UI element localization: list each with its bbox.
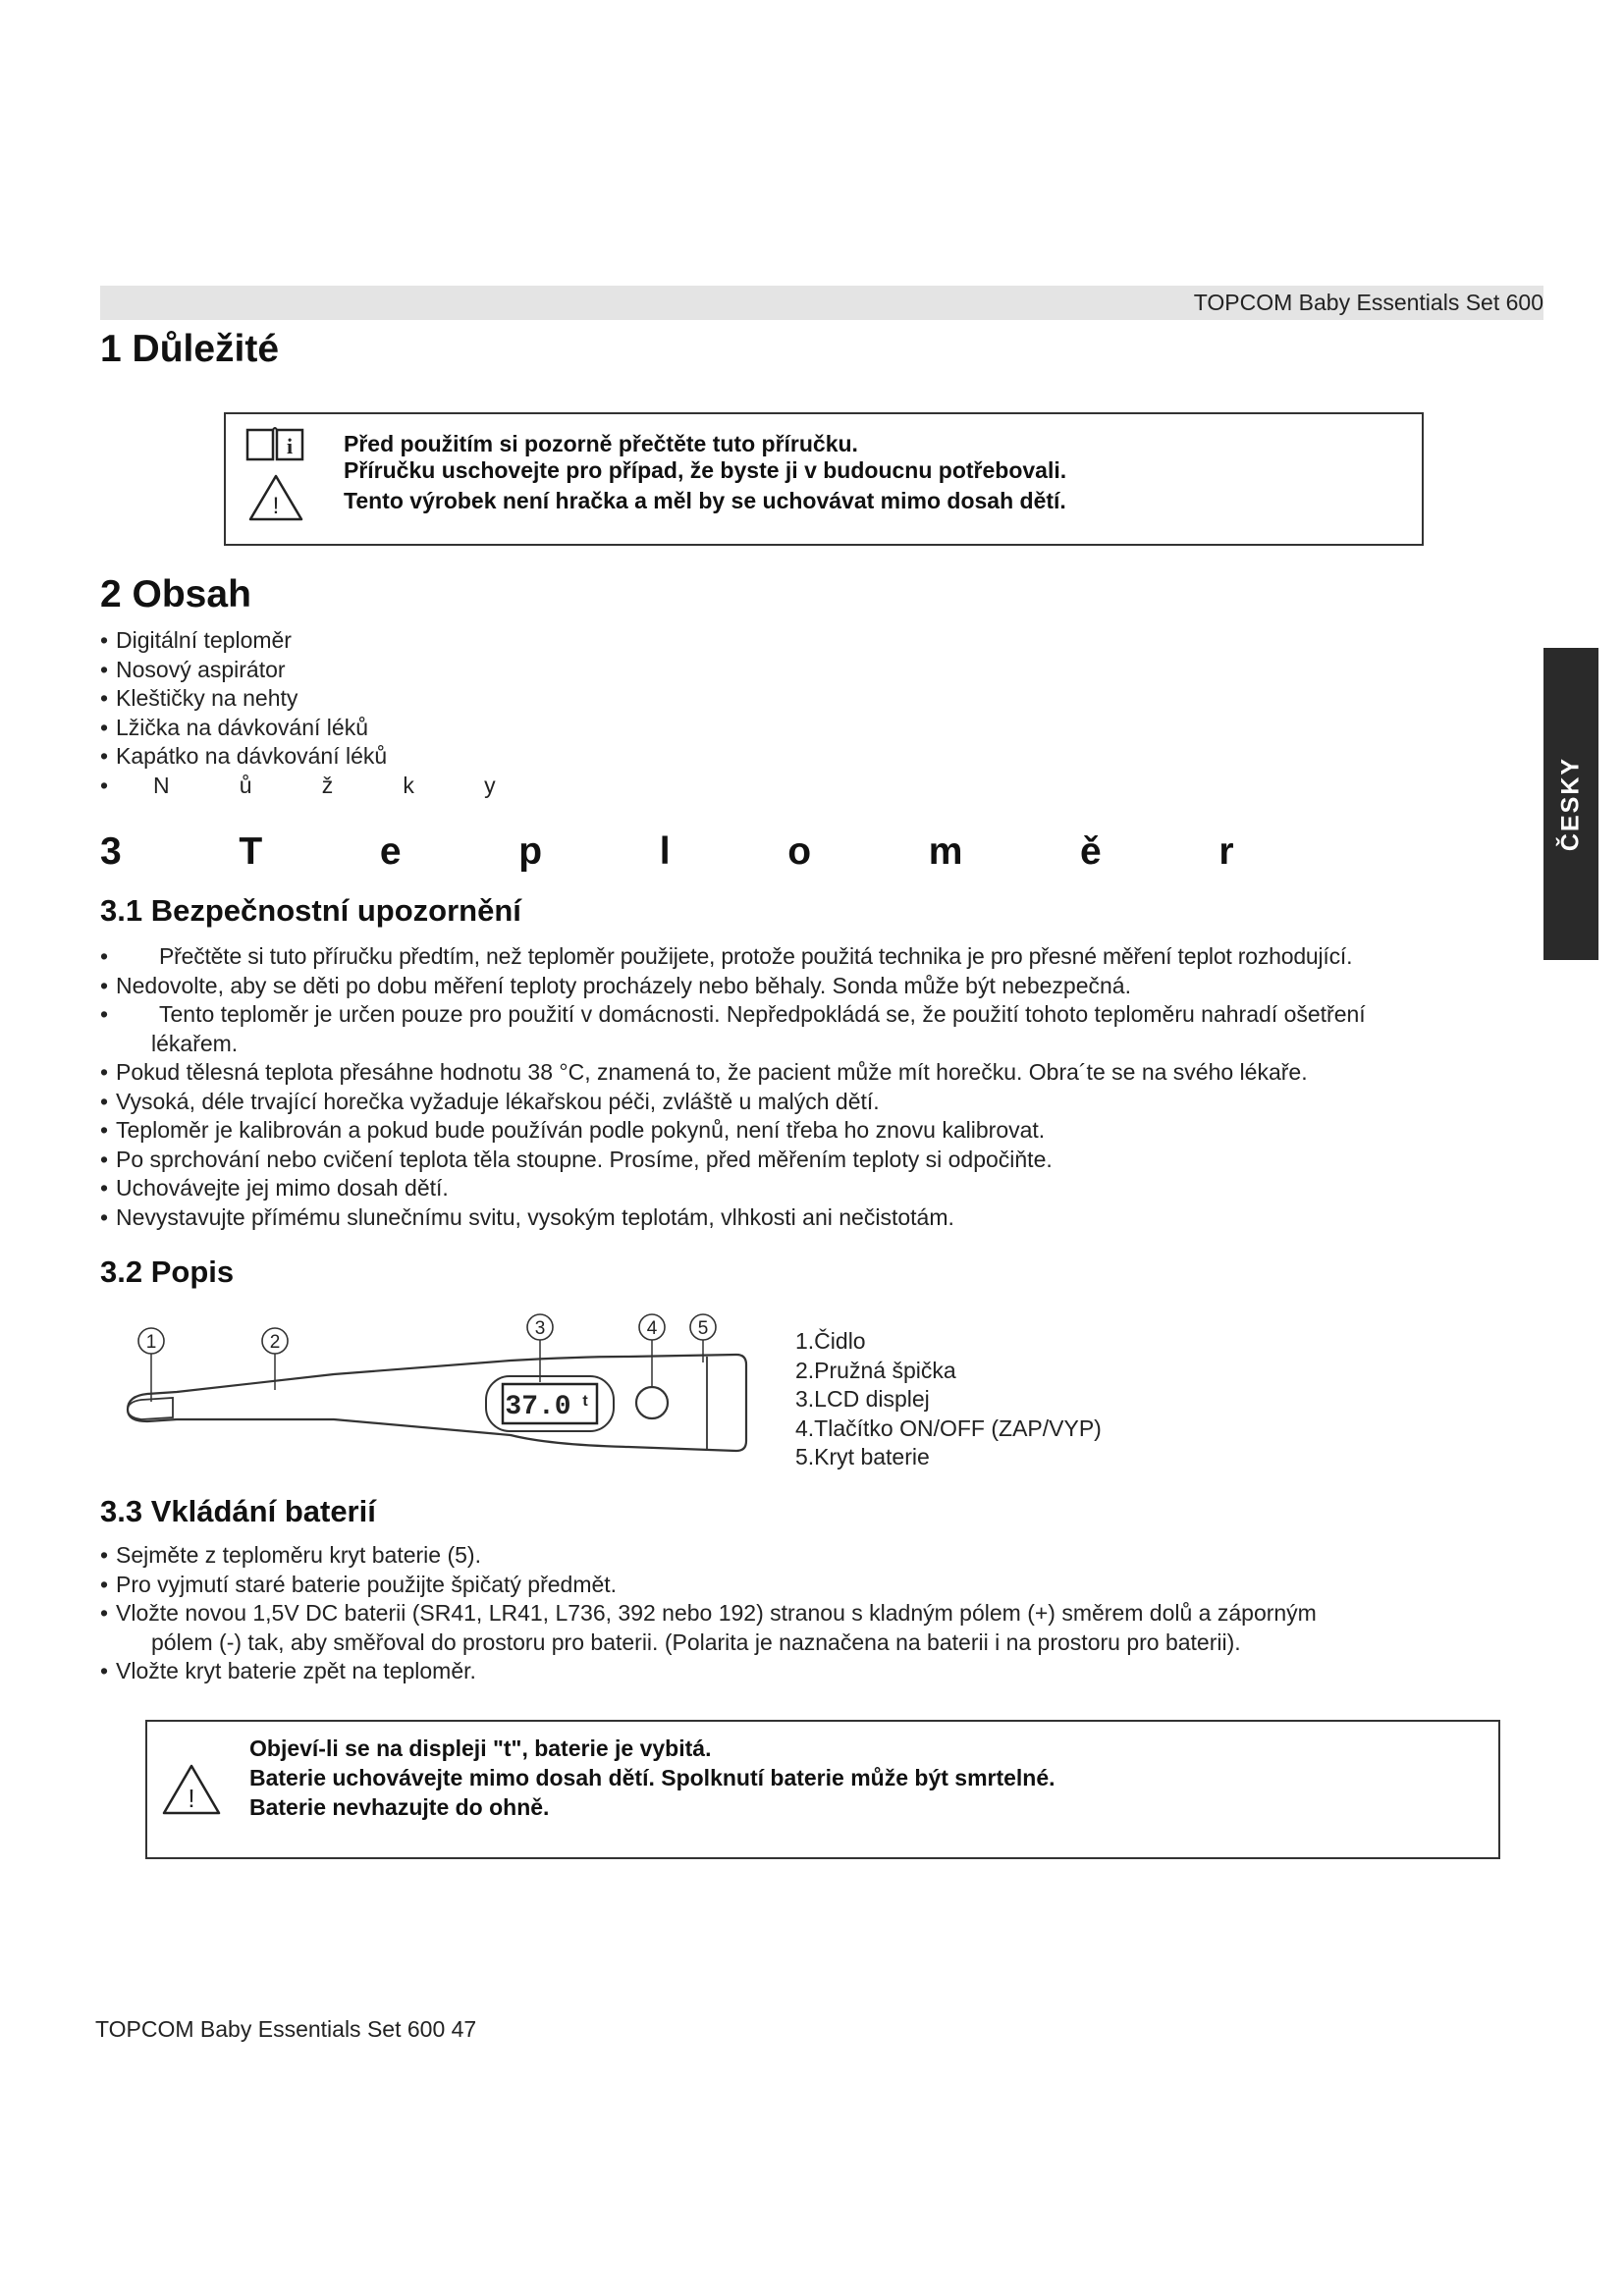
language-tab-label: ČESKY	[1556, 756, 1585, 852]
list-item: • Kleštičky na nehty	[100, 684, 500, 714]
safety-list	[100, 942, 1524, 1232]
list-item-text: N ů ž k y	[153, 772, 500, 798]
warning-line: Objeví-li se na displeji "t", baterie je vybitá.	[249, 1735, 712, 1761]
legend-item: 2.Pružná špička	[795, 1357, 956, 1383]
page-footer: TOPCOM Baby Essentials Set 600 47	[95, 2016, 477, 2042]
list-item: • Pokud tělesná teplota přesáhne hodnotu 38 °C, znamená to, že pacient může mít horečku. Obra´te se na svého lékaře.	[100, 1058, 1524, 1088]
list-item: • Tento teploměr je určen pouze pro použití v domácnosti. Nepředpokládá se, že použití tohoto teploměru nahradí ošetření	[100, 1000, 1524, 1030]
callout-label: 2	[269, 1332, 281, 1353]
svg-text:!: !	[272, 493, 280, 519]
notice-line: Tento výrobek není hračka a měl by se uchovávat mimo dosah dětí.	[344, 488, 1066, 513]
legend-item: 5.Kryt baterie	[795, 1444, 930, 1469]
list-item: • Vložte novou 1,5V DC baterii (SR41, LR41, L736, 392 nebo 192) stranou s kladným pólem (+) směrem dolů a záporným	[100, 1599, 1524, 1629]
language-tab	[1543, 648, 1598, 960]
list-item: • Po sprchování nebo cvičení teplota těla stoupne. Prosíme, před měřením teploty si odpočiňte.	[100, 1146, 1524, 1175]
list-item: • Vysoká, déle trvající horečka vyžaduje lékařskou péči, zvláště u malých dětí.	[100, 1088, 1524, 1117]
callout-2	[262, 1328, 288, 1354]
legend-item: 1.Čidlo	[795, 1328, 866, 1354]
battery-warning-box	[145, 1720, 1500, 1859]
header-title: TOPCOM Baby Essentials Set 600	[1193, 290, 1543, 315]
lcd-display-value: 37.0	[505, 1392, 571, 1422]
svg-text:!: !	[188, 1784, 195, 1813]
list-item: • Lžička na dávkování léků	[100, 714, 500, 743]
thermometer-diagram	[118, 1311, 766, 1459]
callout-5	[690, 1314, 716, 1340]
notice-line: Příručku uschovejte pro případ, že byste ji v budoucnu potřebovali.	[344, 457, 1067, 483]
callout-1	[138, 1328, 164, 1354]
list-item: • Sejměte z teploměru kryt baterie (5).	[100, 1541, 1524, 1571]
list-item: • Přečtěte si tuto příručku předtím, než teploměr použijete, protože použitá technika je pro přesné měření teplot rozhodující.	[100, 942, 1524, 972]
important-notice-box	[224, 412, 1424, 546]
warning-triangle-icon	[161, 1763, 222, 1816]
list-item-continuation: lékařem.	[151, 1030, 239, 1056]
safety-heading: 3.1 Bezpečnostní upozornění	[100, 893, 521, 928]
list-item: • Pro vyjmutí staré baterie použijte špičatý předmět.	[100, 1571, 1524, 1600]
contents-list	[100, 626, 500, 800]
read-manual-icon	[244, 424, 306, 463]
callout-label: 1	[145, 1332, 157, 1353]
legend-item: 3.LCD displej	[795, 1386, 930, 1412]
warning-triangle-icon	[247, 473, 304, 522]
list-item: • Teploměr je kalibrován a pokud bude používán podle pokynů, není třeba ho znovu kalibrovat.	[100, 1116, 1524, 1146]
callout-label: 5	[697, 1318, 709, 1339]
section-3-heading: 3 T e p l o m ě r	[100, 830, 1252, 873]
callout-3	[527, 1314, 553, 1340]
battery-heading: 3.3 Vkládání baterií	[100, 1494, 376, 1528]
notice-line: Před použitím si pozorně přečtěte tuto příručku.	[344, 431, 858, 456]
description-heading: 3.2 Popis	[100, 1255, 235, 1289]
battery-list	[100, 1541, 1524, 1686]
callout-label: 3	[534, 1318, 546, 1339]
parts-legend	[795, 1327, 1102, 1472]
list-item-continuation: pólem (-) tak, aby směřoval do prostoru pro baterii. (Polarita je naznačena na baterii i na prostoru pro baterii).	[151, 1629, 1241, 1655]
list-item	[100, 772, 500, 801]
list-item: • Kapátko na dávkování léků	[100, 742, 500, 772]
section-2-heading: 2 Obsah	[100, 573, 251, 615]
on-off-button-drawing	[636, 1387, 668, 1418]
list-item: • Uchovávejte jej mimo dosah dětí.	[100, 1174, 1524, 1203]
lcd-display-symbol: t	[582, 1393, 588, 1410]
list-item: • Nevystavujte přímému slunečnímu svitu, vysokým teplotám, vlhkosti ani nečistotám.	[100, 1203, 1524, 1233]
list-item: • Nedovolte, aby se děti po dobu měření teploty procházely nebo běhaly. Sonda může být nebezpečná.	[100, 972, 1524, 1001]
callout-label: 4	[646, 1318, 658, 1339]
list-item: • Vložte kryt baterie zpět na teploměr.	[100, 1657, 1524, 1686]
warning-line: Baterie nevhazujte do ohně.	[249, 1794, 550, 1820]
callout-4	[639, 1314, 665, 1340]
svg-text:i: i	[286, 434, 294, 458]
section-1-heading: 1 Důležité	[100, 328, 280, 370]
list-item: • Digitální teploměr	[100, 626, 500, 656]
warning-line: Baterie uchovávejte mimo dosah dětí. Spolknutí baterie může být smrtelné.	[249, 1765, 1056, 1790]
list-item: • Nosový aspirátor	[100, 656, 500, 685]
legend-item: 4.Tlačítko ON/OFF (ZAP/VYP)	[795, 1415, 1102, 1441]
